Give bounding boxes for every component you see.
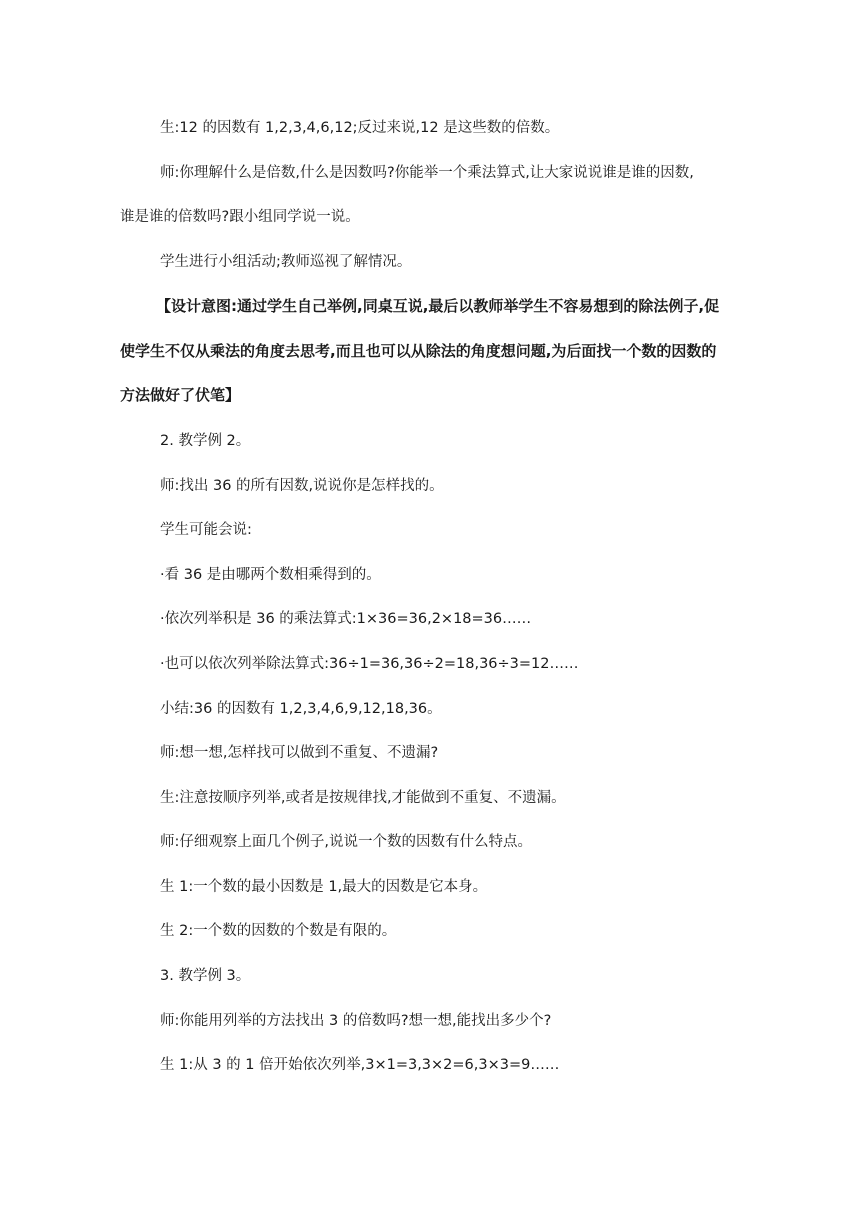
paragraph-teacher-observe: 师:仔细观察上面几个例子,说说一个数的因数有什么特点。	[160, 834, 532, 850]
heading-example-2: 2. 教学例 2。	[160, 433, 251, 449]
paragraph-design-intent-end: 方法做好了伏笔】	[120, 386, 241, 404]
paragraph-group-activity: 学生进行小组活动;教师巡视了解情况。	[160, 254, 412, 270]
paragraph-students-may-say: 学生可能会说:	[160, 522, 252, 538]
heading-example-3: 3. 教学例 3。	[160, 968, 251, 984]
paragraph-find-factors-36: 师:找出 36 的所有因数,说说你是怎样找的。	[160, 478, 444, 494]
paragraph-student2-finite: 生 2:一个数的因数的个数是有限的。	[160, 923, 397, 939]
list-item-division-list: ·也可以依次列举除法算式:36÷1=36,36÷2=18,36÷3=12……	[160, 656, 579, 672]
paragraph-summary-factors-36: 小结:36 的因数有 1,2,3,4,6,9,12,18,36。	[160, 701, 442, 717]
paragraph-design-intent: 【设计意图:通过学生自己举例,同桌互说,最后以教师举学生不容易想到的除法例子,促	[156, 297, 720, 315]
paragraph-design-intent-cont: 使学生不仅从乘法的角度去思考,而且也可以从除法的角度想问题,为后面找一个数的因数的	[120, 342, 717, 360]
paragraph-student1-list-multiples: 生 1:从 3 的 1 倍开始依次列举,3×1=3,3×2=6,3×3=9……	[160, 1057, 560, 1073]
paragraph-student-factors-12: 生:12 的因数有 1,2,3,4,6,12;反过来说,12 是这些数的倍数。	[160, 120, 560, 136]
paragraph-teacher-multiples-3: 师:你能用列举的方法找出 3 的倍数吗?想一想,能找出多少个?	[160, 1013, 552, 1029]
paragraph-teacher-question: 师:你理解什么是倍数,什么是因数吗?你能举一个乘法算式,让大家说说谁是谁的因数,	[160, 165, 694, 181]
list-item-multiply-pairs: ·看 36 是由哪两个数相乘得到的。	[160, 567, 381, 583]
paragraph-student1-min-max: 生 1:一个数的最小因数是 1,最大的因数是它本身。	[160, 879, 488, 895]
paragraph-teacher-no-repeat: 师:想一想,怎样找可以做到不重复、不遗漏?	[160, 745, 439, 761]
list-item-multiplication-list: ·依次列举积是 36 的乘法算式:1×36=36,2×18=36……	[160, 611, 532, 627]
paragraph-student-order: 生:注意按顺序列举,或者是按规律找,才能做到不重复、不遗漏。	[160, 790, 566, 806]
paragraph-teacher-question-cont: 谁是谁的倍数吗?跟小组同学说一说。	[120, 209, 360, 225]
